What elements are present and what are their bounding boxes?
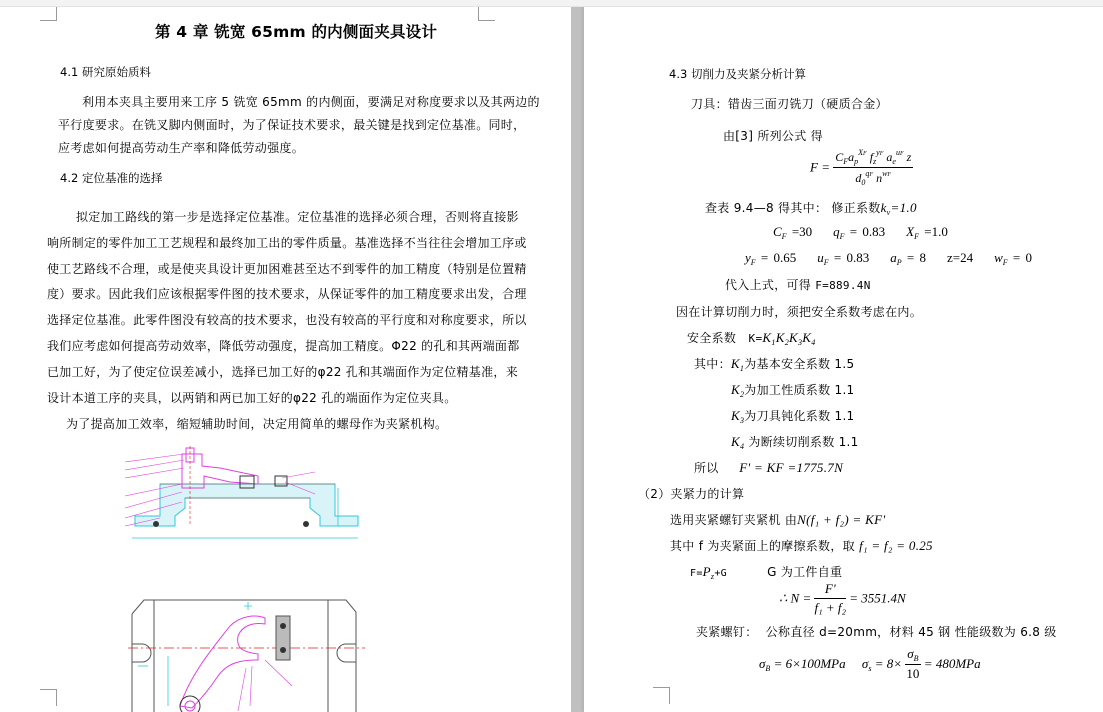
clamp-line-2: 其中 f 为夹紧面上的摩擦系数，取 f₁ = f₂ = 0.25 <box>670 538 933 553</box>
paragraph-line: 拟定加工路线的第一步是选择定位基准。定位基准的选择必须合理，否则将直接影 <box>76 210 519 224</box>
screw-spec-line: 夹紧螺钉： 公称直径 d=20mm，材料 45 钢 性能级数为 6.8 级 <box>696 625 1057 639</box>
therefore-line: 所以 F' = KF =1775.7N <box>694 460 844 475</box>
cutting-force-formula: F = $\frac{C_Fa_p^{XF} f_z^{yF} a_e^{uF} z}{d_0^{qF} n^{wF}}$ <box>810 148 912 187</box>
kv-symbol: $k_v$ <box>880 200 891 217</box>
margin-corner-mark <box>40 6 57 21</box>
section-heading-4-3: 4.3 切削力及夹紧分析计算 <box>669 67 806 81</box>
paragraph-line: 选择定位基准。此零件图没有较高的技术要求，也没有较高的平行度和对称度要求，所以 <box>47 313 527 327</box>
document-page-right <box>584 6 1103 712</box>
k1-line: 其中：$K_1$为基本安全系数 1.5 <box>694 356 855 373</box>
margin-corner-mark <box>478 6 495 21</box>
table-lookup-line: 查表 9.4—8 得其中： 修正系数$k_v=1.0$ <box>705 200 917 217</box>
safety-factor-line: 安全系数 $K=K_1K_2K_3K_4$ <box>687 330 816 347</box>
safety-note: 因在计算切削力时，须把安全系数考虑在内。 <box>676 305 923 319</box>
params-row-1: $C_F =30$ $q_F = 0.83$ $X_F =1.0$ <box>773 224 948 241</box>
paragraph-line: 设计本道工序的夹具，以两销和两已加工好的φ22 孔的端面作为定位夹具。 <box>47 391 457 405</box>
k3-line: $K_3$为刀具钝化系数 1.1 <box>731 408 855 425</box>
document-page-left <box>0 6 571 712</box>
chapter-title: 第 4 章 铣宽 65mm 的内侧面夹具设计 <box>155 23 438 41</box>
k2-line: $K_2$为加工性质系数 1.1 <box>731 382 855 399</box>
clamp-line-3: $F=P_z+G$ G 为工件自重 <box>690 564 843 581</box>
fixture-front-view-drawing <box>120 446 370 546</box>
paragraph-line: 为了提高加工效率，缩短辅助时间，决定用简单的螺母作为夹紧机构。 <box>66 417 448 431</box>
tool-line: 刀具：错齿三面刃铣刀（硬质合金） <box>691 97 888 111</box>
clamp-force-heading: （2）夹紧力的计算 <box>638 487 745 501</box>
formula-intro: 由[3] 所列公式 得 <box>723 129 823 143</box>
paragraph-line: 应考虑如何提高劳动生产率和降低劳动强度。 <box>58 141 305 155</box>
paragraph-line: 使工艺路线不合理，或是使夹具设计更加困难甚至达不到零件的加工精度（特别是位置精 <box>47 262 527 276</box>
paragraph-line: 我们应考虑如何提高劳动效率，降低劳动强度，提高加工精度。Φ22 的孔和其两端面都 <box>47 339 520 353</box>
margin-corner-mark <box>40 689 57 706</box>
section-heading-4-2: 4.2 定位基准的选择 <box>60 171 163 185</box>
clamping-force-formula: ∴ N = $\frac{F'}{\text{f₁ + f₂}}$ = 3551.4N <box>779 581 906 615</box>
paragraph-line: 已加工好，为了使定位误差减小，选择已加工好的φ22 孔和其端面作为定位精基准，来 <box>47 365 519 379</box>
fixture-top-view-drawing <box>120 596 370 712</box>
substitute-line: 代入上式，可得 F=889.4N <box>725 278 871 292</box>
margin-corner-mark <box>653 687 670 704</box>
paragraph-line: 利用本夹具主要用来工序 5 铣宽 65mm 的内侧面，要满足对称度要求以及其两边的 <box>82 95 540 109</box>
stress-formula: $\sigma_B = 6\times 100MPa$ $\sigma_s = 8\times$ $\frac{\sigma_B}{10}$ = 480MPa <box>759 646 981 681</box>
paragraph-line: 度）要求。因此我们应该根据零件图的技术要求，从保证零件的加工精度要求出发，合理 <box>47 287 527 301</box>
k4-line: $K_4$ 为断续切削系数 1.1 <box>731 434 859 451</box>
toolbar-strip <box>0 0 1103 7</box>
params-row-2: $y_F = 0.65$ $u_F = 0.83$ $a_P = 8$ z=24 $w_F = 0$ <box>745 250 1033 267</box>
section-heading-4-1: 4.1 研究原始质料 <box>60 65 151 79</box>
clamp-line-1: 选用夹紧螺钉夹紧机 由N(f₁ + f₂) = KF' <box>670 512 886 527</box>
paragraph-line: 响所制定的零件加工工艺规程和最终加工出的零件质量。基准选择不当往往会增加工序或 <box>47 236 527 250</box>
page-gutter <box>571 6 584 712</box>
paragraph-line: 平行度要求。在铣叉脚内侧面时，为了保证技术要求，最关键是找到定位基准。同时， <box>58 118 526 132</box>
